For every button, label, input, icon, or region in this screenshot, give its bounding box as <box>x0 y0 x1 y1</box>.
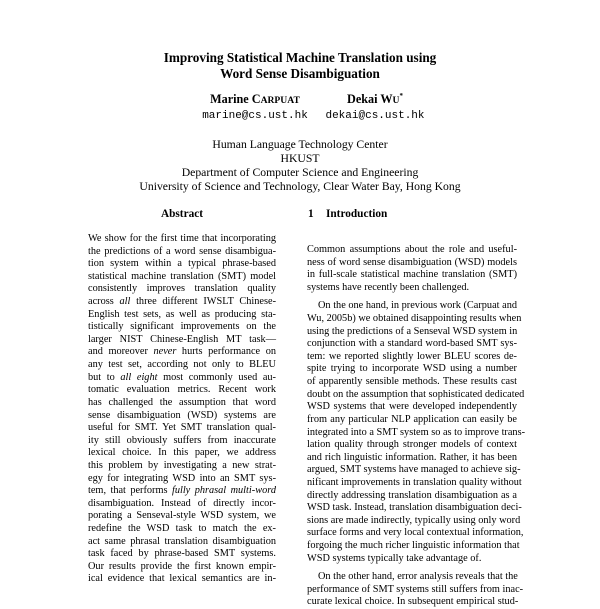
affiliation-line: University of Science and Technology, Clear Water Bay, Hong Kong <box>139 180 461 193</box>
abstract-body <box>88 233 276 586</box>
abstract-line: ity still obviously suffers from inaccurate <box>88 434 276 446</box>
introduction-line: and rich linguistic information. Rather, it has been <box>307 451 517 463</box>
abstract-line: across all three different IWSLT Chinese- <box>88 296 277 308</box>
introduction-line: On the other hand, error analysis reveals that the <box>318 571 518 583</box>
author-name: Marine CARPUAT <box>210 92 300 106</box>
author-name: Dekai WU* <box>347 91 403 106</box>
introduction-line: doubt on the assumption that sophisticated dedicated <box>307 388 525 400</box>
affiliation-line: HKUST <box>280 152 320 165</box>
author-email: marine@cs.ust.hk <box>202 110 308 122</box>
affiliation <box>60 138 540 194</box>
introduction-line: sions are made indirectly, typically using only word <box>307 514 521 526</box>
introduction-line: nificant improvements in translation quality without <box>307 476 522 488</box>
abstract-line: statistical machine translation (SMT) model <box>88 270 276 282</box>
introduction-line: spite trying to incorporate WSD using a number <box>307 363 517 375</box>
abstract-line: any test set, according not only to BLEU <box>88 359 276 371</box>
abstract-line: and moreover never hurts performance on <box>88 346 277 358</box>
author-block <box>320 92 430 123</box>
introduction-line: lation quality through stronger models of context <box>307 439 517 451</box>
introduction-line: Common assumptions about the role and useful- <box>307 244 517 255</box>
abstract-line: We show for the first time that incorporating <box>88 233 276 244</box>
author-footnote-marker: * <box>399 91 403 100</box>
abstract-line: useful for SMT. Yet SMT translation qual- <box>88 422 276 434</box>
title-line: Word Sense Disambiguation <box>220 66 380 81</box>
introduction-line: WSD systems that were developed independently <box>307 401 517 413</box>
introduction-line: of apparently sensible methods. These results cast <box>307 376 517 388</box>
abstract-line: sense disambiguation (WSD) systems are <box>88 409 276 421</box>
abstract-line: tomatic evaluation metrics. Recent work <box>88 384 276 396</box>
abstract-line: act same phrasal translation disambiguation <box>88 535 276 547</box>
introduction-line: argued, SMT systems have managed to achieve sig- <box>307 464 521 476</box>
introduction-line: directly addressing translation disambiguation as a <box>307 489 517 501</box>
abstract-line: ical evidence that lexical semantics are in- <box>88 573 276 585</box>
abstract-line: larger NIST Chinese-English MT task— <box>88 333 276 345</box>
abstract-line: redefine the WSD task to match the ex- <box>88 523 276 535</box>
abstract-line: egy for integrating WSD into an SMT sys- <box>88 472 276 484</box>
abstract-line: tion system within a typical phrase-based <box>88 258 276 270</box>
introduction-line: surface forms and very local contextual information, <box>307 527 524 539</box>
abstract-heading: Abstract <box>160 208 204 220</box>
affiliation-line: Department of Computer Science and Engineering <box>181 166 419 179</box>
introduction-line: forgoing the much richer linguistic information that <box>307 540 520 552</box>
abstract-line: task faced by phrase-based SMT systems. <box>88 548 276 560</box>
abstract-line: this problem by investigating a new strat- <box>88 459 276 471</box>
abstract-line: porating a Senseval-style WSD system, we <box>88 510 276 522</box>
abstract-line: English test sets, as well as producing sta- <box>88 308 276 320</box>
abstract-line: Our results provide the first known empir- <box>88 560 276 572</box>
introduction-line: WSD task. Instead, translation disambiguation deci- <box>307 502 522 514</box>
paper-title <box>60 50 540 82</box>
author-email: dekai@cs.ust.hk <box>325 110 425 122</box>
introduction-line: WSD systems typically take advantage of. <box>307 552 482 564</box>
title-line: Improving Statistical Machine Translation using <box>163 50 437 65</box>
abstract-line: but to all eight most commonly used au- <box>88 371 276 383</box>
introduction-line: systems have recently been challenged. <box>307 281 470 293</box>
introduction-line: curate lexical choice. In subsequent empirical stud- <box>307 596 519 608</box>
introduction-line: ness of word sense disambiguation (WSD) models <box>307 256 517 268</box>
introduction-line: tem: we reported slightly lower BLEU scores de- <box>307 350 517 362</box>
abstract-line: tistically significant improvements on the <box>88 321 276 333</box>
introduction-line: using the predictions of a Senseval WSD system in <box>307 325 518 337</box>
affiliation-line: Human Language Technology Center <box>212 138 388 151</box>
introduction-line: conjunction with a standard word-based SMT sys- <box>307 338 517 350</box>
introduction-line: integrated into a SMT system so as to improve trans- <box>307 426 526 438</box>
introduction-line: On the one hand, in previous work (Carpuat and <box>318 300 517 312</box>
abstract-line: disambiguation. Instead of directly incor- <box>88 497 276 509</box>
introduction-body <box>307 244 526 609</box>
introduction-line: performance of SMT systems still suffers from inac- <box>307 583 524 595</box>
author-block <box>185 92 325 123</box>
introduction-line: in full-scale statistical machine translation (SMT) <box>307 269 517 281</box>
section-number: 1 <box>308 208 314 220</box>
introduction-line: Wu, 2005b) we obtained disappointing results when <box>307 313 522 325</box>
abstract-line: consistently improves translation quality <box>88 283 276 295</box>
abstract-line: the predictions of a word sense disambigua- <box>88 245 276 257</box>
abstract-line: tem, that performs fully phrasal multi-word <box>88 485 276 497</box>
introduction-heading: 1 Introduction <box>308 208 388 220</box>
introduction-line: from any particular NLP application can easily be <box>307 413 517 425</box>
abstract-line: lexical choice. In this paper, we address <box>88 447 276 459</box>
abstract-line: has challenged the assumption that word <box>88 396 276 408</box>
